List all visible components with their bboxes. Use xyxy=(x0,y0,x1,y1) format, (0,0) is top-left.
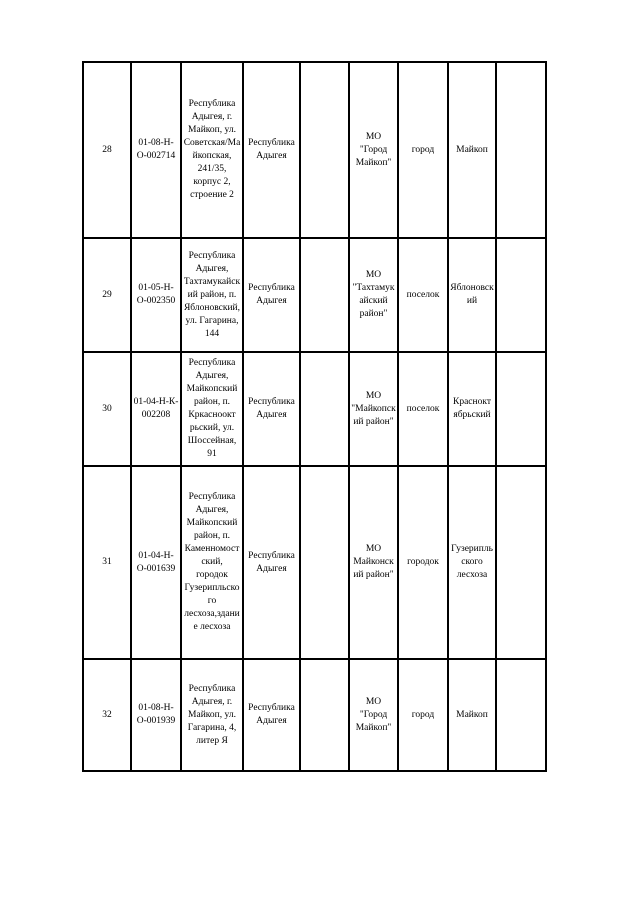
table-row xyxy=(83,238,546,352)
locality-cell: Майкоп xyxy=(448,62,496,238)
object-code-cell: 01-04-Н-К- 002208 xyxy=(131,352,181,466)
region-cell: Республика Адыгея xyxy=(243,659,300,771)
municipality-cell: МО "Город Майкоп" xyxy=(349,62,398,238)
address-cell: Республика Адыгея, г. Майкоп, ул. Гагарина, 4, литер Я xyxy=(181,659,243,771)
settlement-type-cell: поселок xyxy=(398,238,448,352)
object-code-cell: 01-08-Н- О-002714 xyxy=(131,62,181,238)
empty-cell xyxy=(300,62,349,238)
empty-cell xyxy=(496,62,546,238)
municipality-cell: МО "Тахтамук айский район" xyxy=(349,238,398,352)
registry-table xyxy=(82,61,547,772)
table-row xyxy=(83,352,546,466)
row-number-cell: 32 xyxy=(83,659,131,771)
object-code-cell: 01-08-Н- О-001939 xyxy=(131,659,181,771)
address-cell: Республика Адыгея, Майкопский район, п. Каменномост ский, городок Гузерипльско го лесхоза,здани е лесхоза xyxy=(181,466,243,659)
settlement-type-cell: городок xyxy=(398,466,448,659)
region-cell: Республика Адыгея xyxy=(243,62,300,238)
empty-cell xyxy=(300,352,349,466)
locality-cell: Яблоновск ий xyxy=(448,238,496,352)
empty-cell xyxy=(300,659,349,771)
municipality-cell: МО Майконск ий район" xyxy=(349,466,398,659)
region-cell: Республика Адыгея xyxy=(243,238,300,352)
empty-cell xyxy=(300,466,349,659)
empty-cell xyxy=(496,238,546,352)
empty-cell xyxy=(300,238,349,352)
row-number-cell: 29 xyxy=(83,238,131,352)
settlement-type-cell: поселок xyxy=(398,352,448,466)
address-cell: Республика Адыгея, Тахтамукайск ий район, п. Яблоновский, ул. Гагарина, 144 xyxy=(181,238,243,352)
empty-cell xyxy=(496,466,546,659)
locality-cell: Гузерипль ского лесхоза xyxy=(448,466,496,659)
empty-cell xyxy=(496,352,546,466)
table-row xyxy=(83,466,546,659)
empty-cell xyxy=(496,659,546,771)
settlement-type-cell: город xyxy=(398,659,448,771)
region-cell: Республика Адыгея xyxy=(243,352,300,466)
address-cell: Республика Адыгея, г. Майкоп, ул. Советская/Ма йкопская, 241/35, корпус 2, строение 2 xyxy=(181,62,243,238)
row-number-cell: 28 xyxy=(83,62,131,238)
municipality-cell: МО "Майкопск ий район" xyxy=(349,352,398,466)
row-number-cell: 30 xyxy=(83,352,131,466)
region-cell: Республика Адыгея xyxy=(243,466,300,659)
locality-cell: Майкоп xyxy=(448,659,496,771)
address-cell: Республика Адыгея, Майкопский район, п. Кркасноокт рьский, ул. Шоссейная, 91 xyxy=(181,352,243,466)
table-row xyxy=(83,659,546,771)
row-number-cell: 31 xyxy=(83,466,131,659)
locality-cell: Краснокт ябрьский xyxy=(448,352,496,466)
table-row xyxy=(83,62,546,238)
settlement-type-cell: город xyxy=(398,62,448,238)
object-code-cell: 01-05-Н- О-002350 xyxy=(131,238,181,352)
municipality-cell: МО "Город Майкоп" xyxy=(349,659,398,771)
object-code-cell: 01-04-Н- О-001639 xyxy=(131,466,181,659)
